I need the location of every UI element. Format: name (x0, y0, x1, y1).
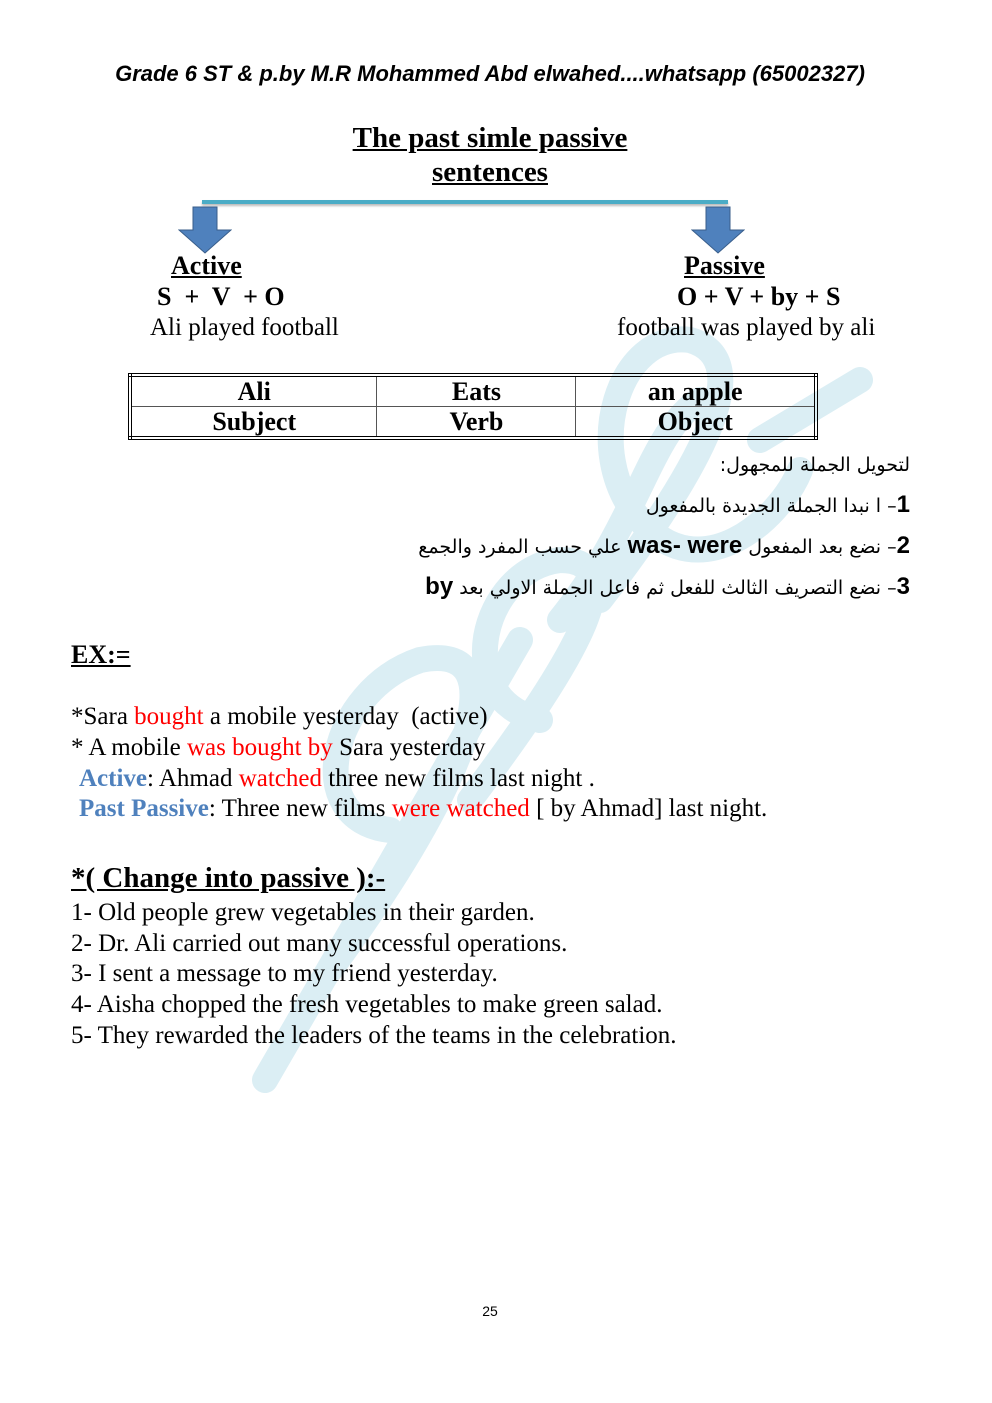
voice-label: Active (79, 765, 148, 792)
step-text: – نضع التصريف الثالث للفعل ثم فاعل الجملة الاولي بعد (453, 577, 897, 599)
table-cell: Object (576, 407, 816, 439)
arrow-down-icon (178, 206, 232, 254)
step-text: – ا نبدا الجملة الجديدة بالمفعول (645, 495, 897, 517)
active-label: Active (171, 251, 242, 280)
passive-formula: O + V + by + S (677, 282, 841, 311)
exercise-heading: *( Change into passive ):- (71, 862, 386, 894)
example-line (79, 794, 767, 823)
text: *Sara (71, 703, 135, 730)
table-row (130, 375, 816, 407)
example-line (79, 764, 595, 793)
table-row (130, 407, 816, 439)
example-line (71, 702, 488, 731)
sentence-parts-table (128, 373, 818, 440)
text: Sara yesterday (332, 734, 486, 761)
step-number: 1 (896, 491, 910, 518)
exercise-item: 5- They rewarded the leaders of the teams in the celebration. (71, 1022, 677, 1049)
text: : Three new films (208, 795, 392, 822)
arabic-step-3 (425, 572, 910, 603)
arabic-step-2 (418, 531, 910, 562)
active-example: Ali played football (150, 314, 339, 341)
text: a mobile yesterday (active) (203, 703, 488, 730)
exercise-item: 2- Dr. Ali carried out many successful operations. (71, 930, 568, 957)
table-cell: Subject (130, 407, 377, 439)
exercise-item: 4- Aisha chopped the fresh vegetables to make green salad. (71, 991, 663, 1018)
voice-label: Past Passive (79, 795, 209, 822)
table-cell: Ali (130, 375, 377, 407)
exercise-item: 3- I sent a message to my friend yesterday. (71, 960, 498, 987)
text: three new films last night . (322, 765, 595, 792)
step-number: 3 (896, 573, 910, 600)
active-formula: S + V + O (157, 282, 285, 311)
text: : Ahmad (147, 765, 239, 792)
arabic-step-1 (646, 490, 910, 521)
highlight-verb: watched (238, 765, 322, 792)
arabic-heading: لتحويل الجملة للمجهول: (719, 454, 910, 476)
step-text: علي حسب المفرد والجمع (418, 536, 628, 558)
highlight-verb: was bought by (186, 734, 333, 761)
example-line (71, 733, 486, 762)
arrow-down-icon (691, 206, 745, 254)
text: * A mobile (71, 734, 187, 761)
connector-line (202, 200, 728, 204)
step-english: was- were (627, 532, 743, 559)
page-header: Grade 6 ST & p.by M.R Mohammed Abd elwahed....whatsapp (65002327) (115, 61, 865, 86)
passive-example: football was played by ali (617, 314, 876, 341)
text: [ by Ahmad] last night. (529, 795, 768, 822)
passive-label: Passive (684, 251, 765, 280)
step-number: 2 (896, 532, 910, 559)
table-cell: Verb (377, 407, 576, 439)
table-cell: an apple (576, 375, 816, 407)
table-cell: Eats (377, 375, 576, 407)
highlight-verb: were watched (391, 795, 530, 822)
step-english: by (425, 573, 454, 600)
page-title: The past simle passive (352, 122, 628, 154)
examples-label: EX:= (71, 640, 131, 669)
page-title-line2: sentences (432, 156, 548, 188)
highlight-verb: bought (134, 703, 204, 730)
exercise-item: 1- Old people grew vegetables in their garden. (71, 899, 535, 926)
step-text: – نضع بعد المفعول (742, 536, 897, 558)
page-number: 25 (482, 1303, 498, 1319)
